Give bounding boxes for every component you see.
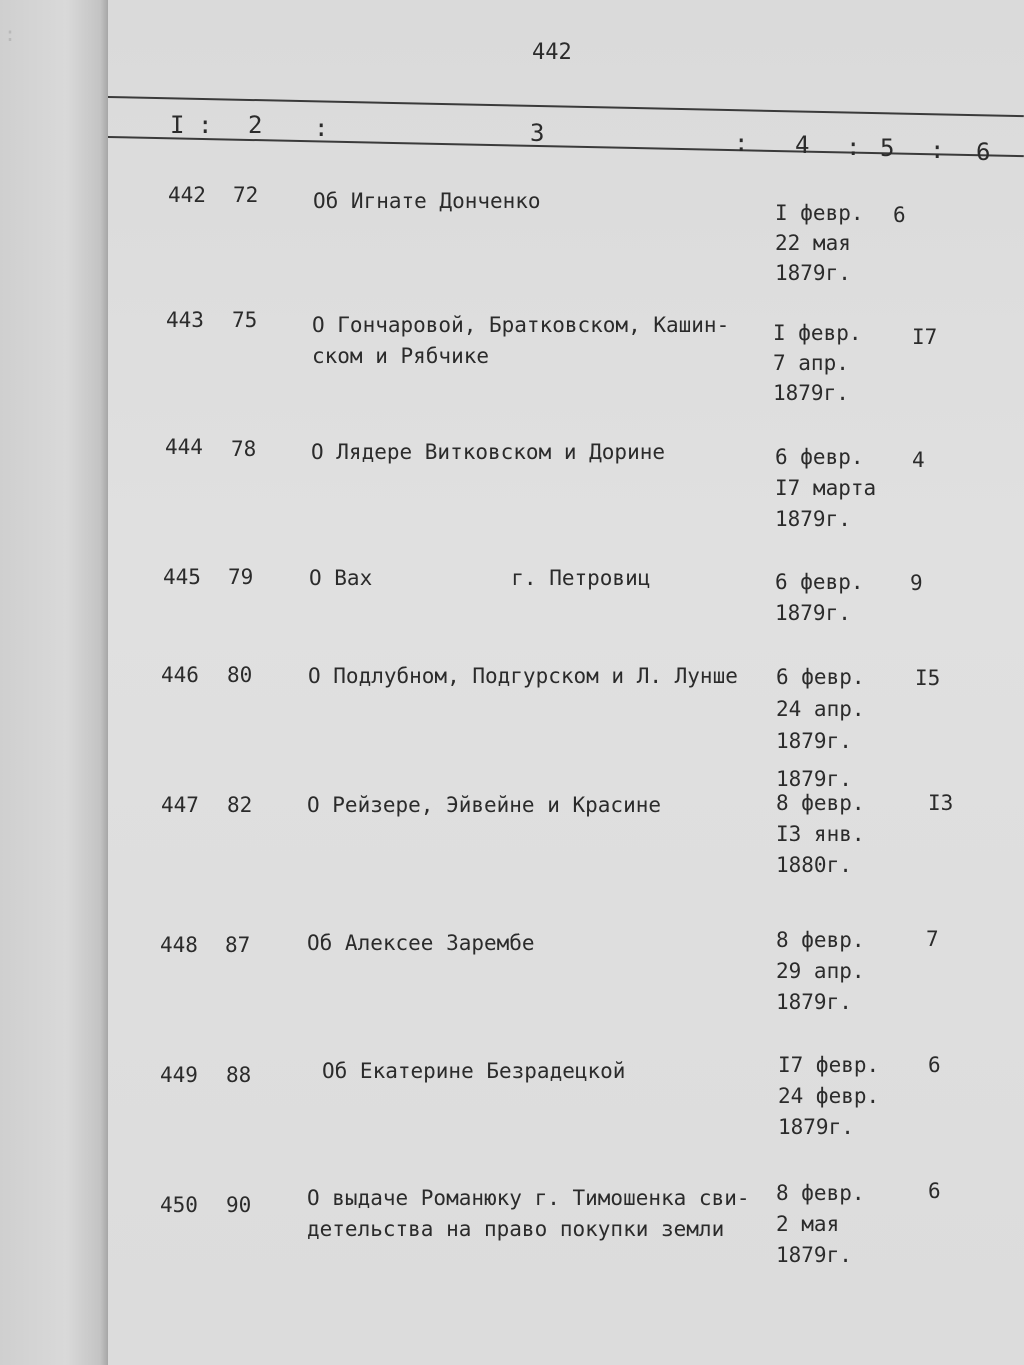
row-447-date-1: 8 февр. bbox=[776, 791, 865, 815]
binding-margin bbox=[0, 0, 110, 1365]
header-col-4: 4 bbox=[795, 131, 810, 159]
row-443-date-1: I февр. bbox=[773, 321, 862, 345]
header-col-3: 3 bbox=[530, 119, 545, 147]
row-450-sheets: 6 bbox=[928, 1179, 941, 1203]
header-sep-5: : bbox=[930, 136, 945, 164]
row-447-number: 82 bbox=[227, 793, 253, 817]
page-number: 442 bbox=[532, 40, 572, 65]
row-448-index: 448 bbox=[160, 933, 198, 957]
row-446-index: 446 bbox=[161, 663, 199, 687]
row-442-sheets: 6 bbox=[893, 203, 906, 227]
row-442-date-3: 1879г. bbox=[775, 261, 851, 285]
row-449-date-2: 24 февр. bbox=[778, 1084, 880, 1108]
row-449-date-3: 1879г. bbox=[778, 1115, 854, 1139]
row-450-date-2: 2 мая bbox=[776, 1212, 840, 1236]
row-442-title: Об Игнате Донченко bbox=[313, 189, 541, 213]
row-447-index: 447 bbox=[161, 793, 199, 817]
header-sep-4: : bbox=[846, 133, 861, 161]
row-445-index: 445 bbox=[163, 565, 201, 589]
row-444-number: 78 bbox=[231, 437, 257, 461]
row-446-date-1: 6 февр. bbox=[776, 665, 865, 689]
row-448-title: Об Алексее Зарембе bbox=[307, 931, 535, 955]
row-448-date-3: 1879г. bbox=[776, 990, 852, 1014]
row-449-number: 88 bbox=[226, 1063, 252, 1087]
row-444-date-2: I7 марта bbox=[775, 476, 877, 500]
row-450-date-1: 8 февр. bbox=[776, 1181, 865, 1205]
row-450-number: 90 bbox=[226, 1193, 252, 1217]
row-446-date-4: 1879г. bbox=[776, 767, 852, 791]
row-447-date-2: I3 янв. bbox=[776, 822, 865, 846]
row-442-date-1: I февр. bbox=[775, 201, 864, 225]
row-445-number: 79 bbox=[228, 565, 254, 589]
header-col-6: 6 bbox=[976, 138, 991, 166]
row-450-date-3: 1879г. bbox=[776, 1243, 852, 1267]
row-445-date-1: 6 февр. bbox=[775, 570, 864, 594]
row-448-sheets: 7 bbox=[926, 927, 939, 951]
row-447-sheets: I3 bbox=[928, 791, 954, 815]
row-445-title: О Вах г. Петровиц bbox=[309, 566, 651, 590]
row-446-sheets: I5 bbox=[915, 666, 941, 690]
row-450-index: 450 bbox=[160, 1193, 198, 1217]
header-col-1: I bbox=[170, 111, 185, 139]
row-444-sheets: 4 bbox=[912, 448, 925, 472]
row-442-index: 442 bbox=[168, 183, 206, 207]
row-445-sheets: 9 bbox=[910, 571, 923, 595]
row-449-date-1: I7 февр. bbox=[778, 1053, 880, 1077]
header-sep-3: : bbox=[734, 129, 749, 157]
row-446-number: 80 bbox=[227, 663, 253, 687]
row-446-date-3: 1879г. bbox=[776, 729, 852, 753]
row-443-date-2: 7 апр. bbox=[773, 351, 849, 375]
row-444-date-1: 6 февр. bbox=[775, 445, 864, 469]
header-sep-2: : bbox=[314, 114, 329, 142]
header-col-2: 2 bbox=[248, 111, 263, 139]
row-450-title: О выдаче Романюку г. Тимошенка сви- детельства на право покупки земли bbox=[307, 1186, 750, 1241]
row-444-title: О Лядере Витковском и Дорине bbox=[311, 440, 666, 464]
margin-mark: : bbox=[4, 22, 17, 46]
row-449-title: Об Екатерине Безрадецкой bbox=[322, 1059, 626, 1083]
row-444-date-3: 1879г. bbox=[775, 507, 851, 531]
row-449-sheets: 6 bbox=[928, 1053, 941, 1077]
row-448-date-2: 29 апр. bbox=[776, 959, 865, 983]
row-443-index: 443 bbox=[166, 308, 204, 332]
row-443-sheets: I7 bbox=[912, 325, 938, 349]
row-446-title: О Подлубном, Подгурском и Л. Лунше bbox=[308, 664, 738, 688]
row-448-date-1: 8 февр. bbox=[776, 928, 865, 952]
row-447-title: О Рейзере, Эйвейне и Красине bbox=[307, 793, 662, 817]
row-445-date-2: 1879г. bbox=[775, 601, 851, 625]
row-446-date-2: 24 апр. bbox=[776, 697, 865, 721]
row-442-number: 72 bbox=[233, 183, 259, 207]
header-sep-1: : bbox=[198, 111, 213, 139]
row-443-date-3: 1879г. bbox=[773, 381, 849, 405]
row-449-index: 449 bbox=[160, 1063, 198, 1087]
row-444-index: 444 bbox=[165, 435, 203, 459]
row-443-number: 75 bbox=[232, 308, 258, 332]
header-col-5: 5 bbox=[880, 134, 895, 162]
row-443-title: О Гончаровой, Братковском, Кашин- ском и Рябчике bbox=[312, 313, 730, 368]
row-442-date-2: 22 мая bbox=[775, 231, 851, 255]
row-448-number: 87 bbox=[225, 933, 251, 957]
row-447-date-3: 1880г. bbox=[776, 853, 852, 877]
